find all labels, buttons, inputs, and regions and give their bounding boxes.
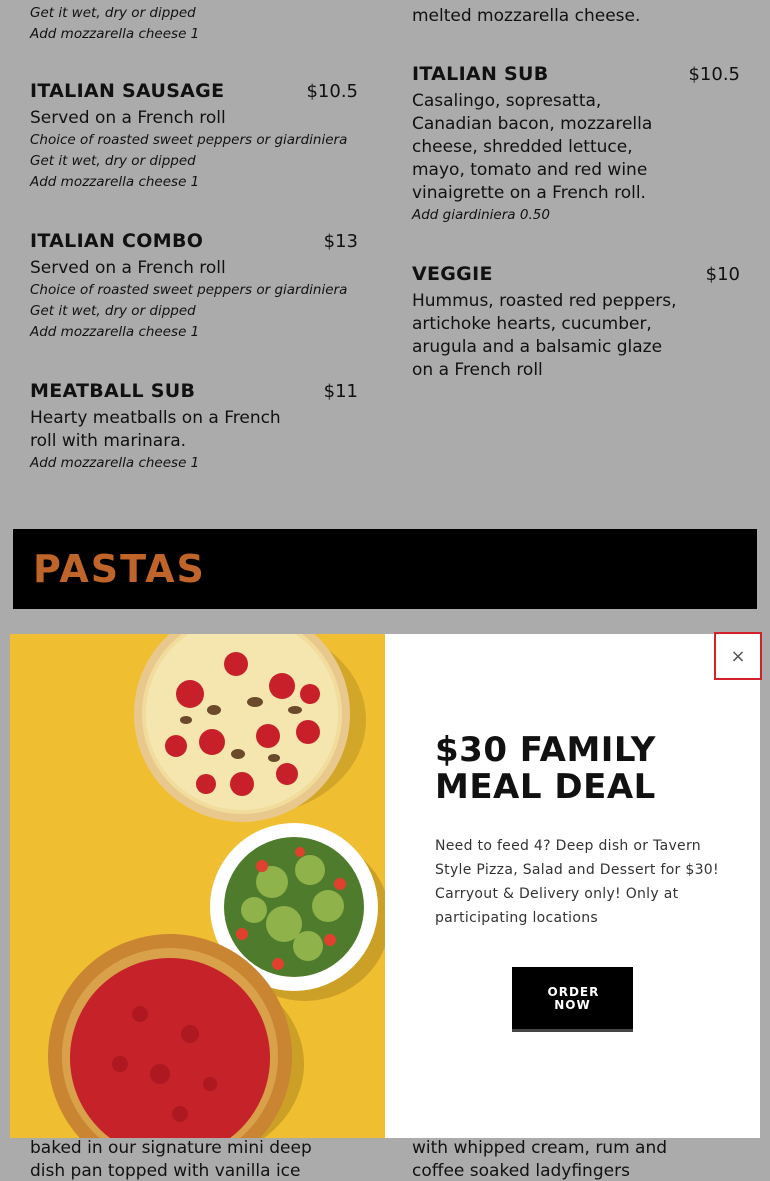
menu-item-italian-sub	[412, 63, 740, 226]
menu-item-desc: melted mozzarella cheese.	[412, 6, 641, 26]
item-desc: Served on a French roll	[30, 258, 226, 278]
item-note: Choice of roasted sweet peppers or giardiniera	[30, 282, 348, 298]
menu-item-italian-sausage	[30, 80, 358, 193]
menu-item-desc: baked in our signature mini deep dish pan topped with vanilla ice	[30, 1138, 312, 1181]
order-now-button[interactable]	[512, 967, 633, 1032]
promo-image	[10, 634, 385, 1138]
menu-note: Get it wet, dry or dipped	[30, 5, 196, 21]
item-desc: Served on a French roll	[30, 108, 226, 128]
item-name: VEGGIE	[412, 263, 493, 285]
food-illustration	[10, 634, 385, 1138]
menu-item-veggie	[412, 263, 740, 382]
item-price: $13	[323, 231, 358, 252]
item-note: Get it wet, dry or dipped	[30, 303, 196, 319]
item-desc: Hummus, roasted red peppers, artichoke hearts, cucumber, arugula and a balsamic glaze on a French roll	[412, 291, 677, 380]
item-price: $10.5	[306, 81, 358, 102]
menu-item-italian-combo	[30, 230, 358, 343]
order-now-label: ORDER NOW	[547, 985, 600, 1012]
item-note: Add mozzarella cheese 1	[30, 324, 200, 340]
item-note: Add mozzarella cheese 1	[30, 174, 200, 190]
item-note: Choice of roasted sweet peppers or giardiniera	[30, 132, 348, 148]
item-name: ITALIAN SUB	[412, 63, 549, 85]
item-price: $10.5	[688, 64, 740, 85]
promo-modal	[10, 634, 760, 1138]
item-name: ITALIAN SAUSAGE	[30, 80, 225, 102]
item-name: ITALIAN COMBO	[30, 230, 204, 252]
menu-item-meatball-sub	[30, 380, 358, 474]
close-button[interactable]	[714, 632, 762, 680]
menu-note: Add mozzarella cheese 1	[30, 26, 200, 42]
item-note: Add mozzarella cheese 1	[30, 455, 200, 471]
item-price: $11	[323, 381, 358, 402]
section-title: PASTAS	[33, 547, 206, 591]
item-name: MEATBALL SUB	[30, 380, 196, 402]
item-desc: Casalingo, sopresatta, Canadian bacon, mozzarella cheese, shredded lettuce, mayo, tomato and red wine vinaigrette on a French roll.	[412, 91, 653, 203]
item-desc: Hearty meatballs on a French roll with marinara.	[30, 408, 281, 451]
section-header-pastas	[13, 529, 757, 609]
promo-description: Need to feed 4? Deep dish or Tavern Style Pizza, Salad and Dessert for $30! Carryout & Delivery only! Only at participating locations	[435, 838, 719, 926]
item-note: Get it wet, dry or dipped	[30, 153, 196, 169]
item-note: Add giardiniera 0.50	[412, 207, 550, 223]
promo-content	[385, 634, 760, 1138]
close-icon: ×	[730, 645, 746, 667]
item-price: $10	[705, 264, 740, 285]
promo-title: $30 FAMILY MEAL DEAL	[435, 730, 656, 807]
menu-item-desc: with whipped cream, rum and coffee soaked ladyfingers	[412, 1138, 668, 1181]
